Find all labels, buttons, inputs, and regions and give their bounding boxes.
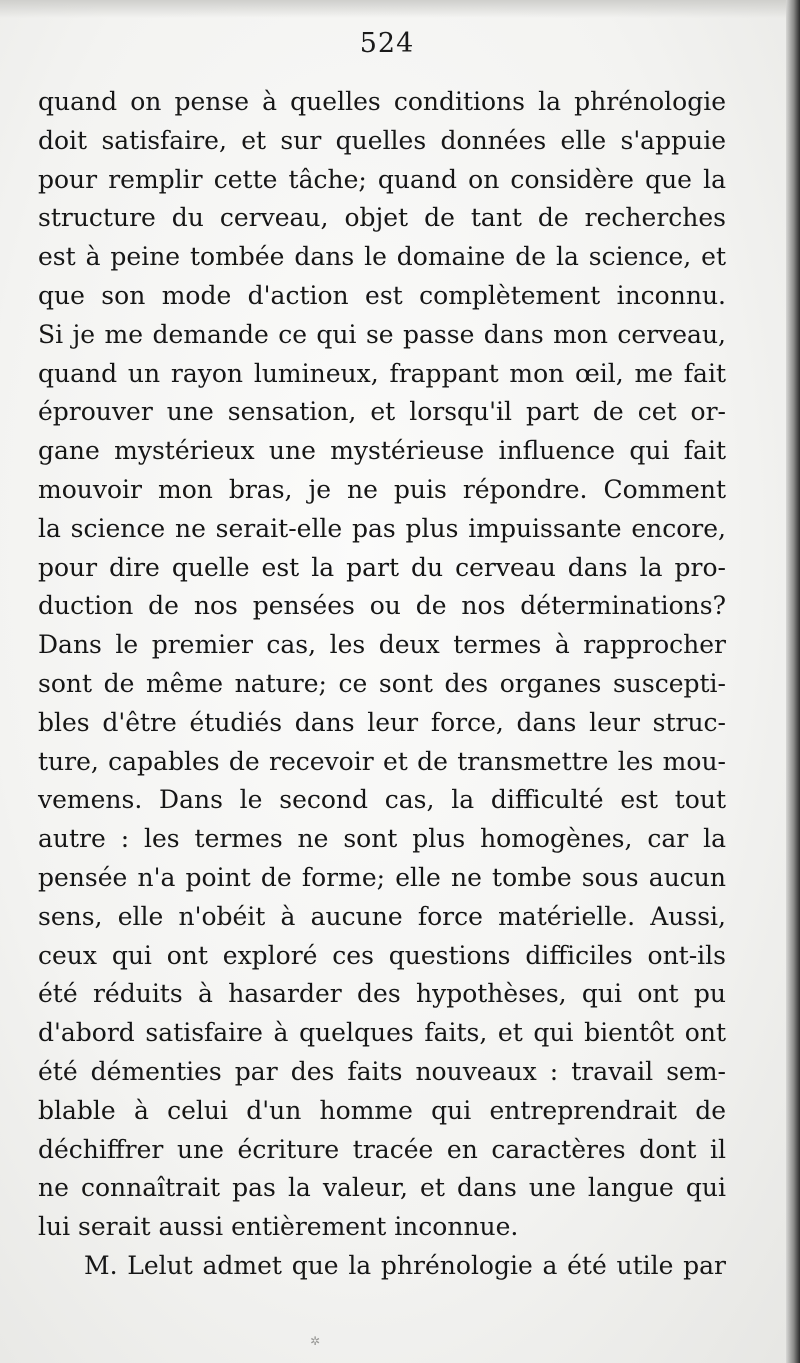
text-line: ceux qui ont exploré ces questions difficiles ont-ils — [38, 940, 726, 970]
paragraph-end-line: lui serait aussi entièrement inconnue. — [38, 1212, 519, 1242]
text-line: pour dire quelle est la part du cerveau dans la pro- — [38, 552, 726, 582]
page-number: 524 — [359, 28, 415, 59]
text-line: structure du cerveau, objet de tant de recherches — [38, 203, 726, 233]
text-line: sont de même nature; ce sont des organes suscepti- — [38, 668, 726, 698]
page-binding-edge — [786, 0, 800, 1363]
text-line: doit satisfaire, et sur quelles données elle s'appuie — [38, 125, 726, 155]
text-line: sens, elle n'obéit à aucune force matérielle. Aussi, — [38, 901, 726, 931]
text-line: pour remplir cette tâche; quand on considère que la — [38, 164, 726, 194]
page-top-shadow — [0, 0, 800, 18]
text-line: éprouver une sensation, et lorsqu'il part de cet or- — [38, 397, 726, 427]
text-line: déchiffrer une écriture tracée en caractères dont il — [38, 1134, 726, 1164]
text-line: Si je me demande ce qui se passe dans mon cerveau, — [38, 319, 726, 349]
text-line: d'abord satisfaire à quelques faits, et qui bientôt ont — [38, 1018, 726, 1048]
text-line: été démenties par des faits nouveaux : travail sem- — [38, 1056, 726, 1086]
text-line: quand un rayon lumineux, frappant mon œil, me fait — [38, 358, 726, 388]
text-line: est à peine tombée dans le domaine de la science, et — [38, 242, 726, 272]
text-line: pensée n'a point de forme; elle ne tombe sous aucun — [38, 862, 726, 892]
text-line: blable à celui d'un homme qui entreprendrait de — [38, 1095, 726, 1125]
text-line: duction de nos pensées ou de nos déterminations? — [38, 591, 726, 621]
ink-speck-decoration: ✲ — [310, 1334, 321, 1348]
text-line: quand on pense à quelles conditions la phrénologie — [38, 87, 726, 116]
text-line: été réduits à hasarder des hypothèses, qui ont pu — [38, 979, 726, 1009]
body-text — [38, 83, 726, 1286]
text-line: ne connaîtrait pas la valeur, et dans une langue qui — [38, 1173, 726, 1203]
text-line: autre : les termes ne sont plus homogènes, car la — [38, 824, 726, 854]
text-line: la science ne serait-elle pas plus impuissante encore, — [38, 513, 726, 543]
text-line: gane mystérieux une mystérieuse influence qui fait — [38, 436, 726, 466]
text-line: bles d'être étudiés dans leur force, dans leur struc- — [38, 707, 726, 737]
paragraph-start-line: M. Lelut admet que la phrénologie a été utile par — [84, 1250, 726, 1280]
text-line: mouvoir mon bras, je ne puis répondre. Comment — [38, 474, 726, 504]
text-line: Dans le premier cas, les deux termes à rapprocher — [38, 630, 726, 660]
text-line: vemens. Dans le second cas, la difficulté est tout — [38, 785, 726, 815]
text-line: ture, capables de recevoir et de transmettre les mou- — [38, 746, 726, 776]
text-line: que son mode d'action est complètement inconnu. — [38, 280, 726, 310]
